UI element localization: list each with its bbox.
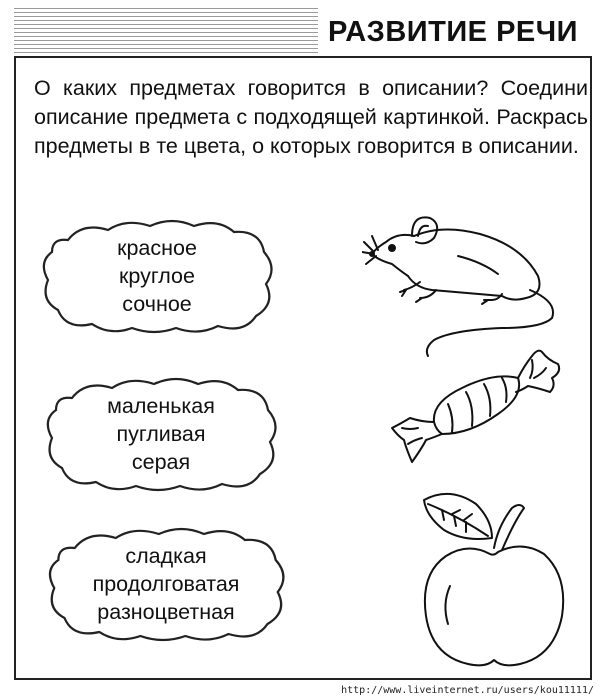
description-cloud-3[interactable] xyxy=(44,526,288,642)
description-line: маленькая xyxy=(107,394,215,418)
description-line: сладкая xyxy=(125,544,207,568)
description-line: серая xyxy=(131,450,191,474)
mouse-picture[interactable] xyxy=(362,206,572,366)
description-line: разноцветная xyxy=(97,600,235,624)
header-band xyxy=(14,8,592,58)
candy-icon xyxy=(382,344,568,474)
task-instructions: О каких предметах говорится в описании? Соедини описание предмета с подходящей картинкой. Раскрась предметы в те цвета, о которых говорится в описании. xyxy=(34,76,588,158)
candy-picture[interactable] xyxy=(382,344,568,474)
description-line: продолговатая xyxy=(92,572,240,596)
description-line: пугливая xyxy=(116,422,206,446)
description-line: красное xyxy=(117,236,197,260)
source-url[interactable]: http://www.liveinternet.ru/users/kou11111/ xyxy=(341,685,594,696)
mouse-icon xyxy=(362,206,572,366)
description-line: круглое xyxy=(119,264,195,288)
apple-icon xyxy=(402,486,572,672)
apple-picture[interactable] xyxy=(402,486,572,672)
page-title: РАЗВИТИЕ РЕЧИ xyxy=(318,8,592,58)
description-cloud-1[interactable] xyxy=(38,218,276,334)
description-cloud-2[interactable] xyxy=(42,376,280,492)
header-stripes xyxy=(14,8,318,58)
description-line: сочное xyxy=(122,292,192,316)
